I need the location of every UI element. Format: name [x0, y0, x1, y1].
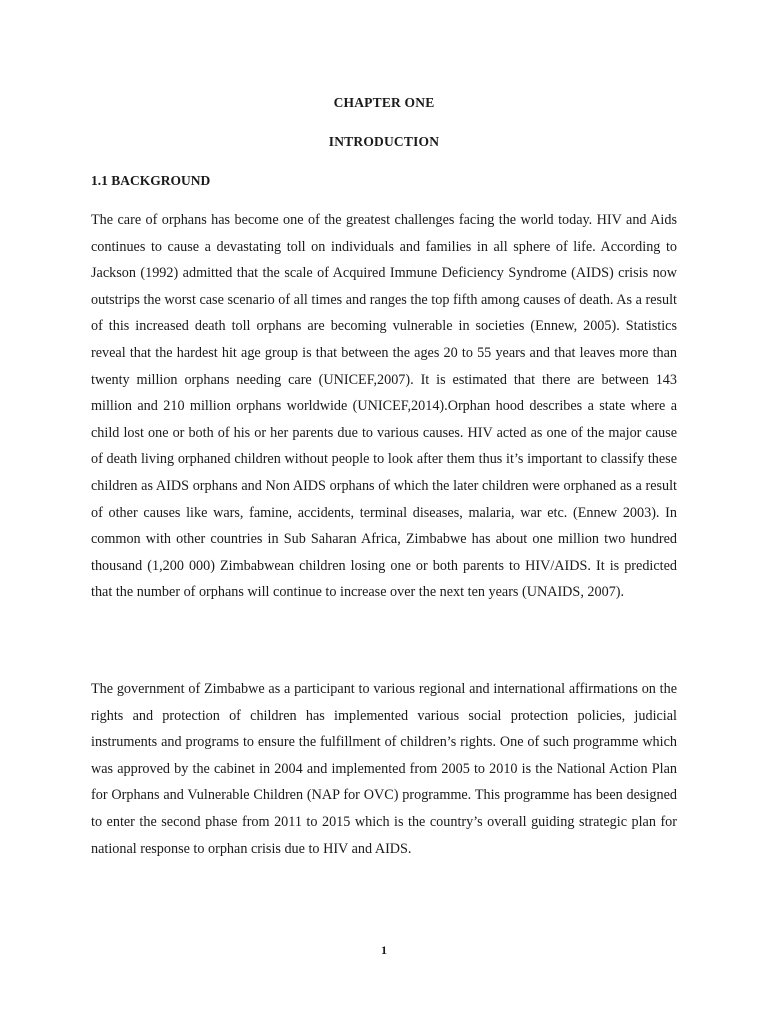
- body-paragraph-2: The government of Zimbabwe as a participant to various regional and international affirmations on the rights and protection of children has implemented various social protection policies, judicial instruments and programs to ensure the fulfillment of children’s rights. One of such programme which was approved by the cabinet in 2004 and implemented from 2005 to 2010 is the National Action Plan for Orphans and Vulnerable Children (NAP for OVC) programme. This programme has been designed to enter the second phase from 2011 to 2015 which is the country’s overall guiding strategic plan for national response to orphan crisis due to HIV and AIDS.: [91, 681, 677, 857]
- introduction-heading: INTRODUCTION: [328, 134, 440, 149]
- page-number: 1: [381, 943, 387, 957]
- section-heading-background: 1.1 BACKGROUND: [91, 173, 211, 188]
- chapter-heading: CHAPTER ONE: [333, 95, 435, 110]
- body-paragraph-1: The care of orphans has become one of the greatest challenges facing the world today. HIV and Aids continues to cause a devastating toll on individuals and families in all sphere of life. According to Jackson (1992) admitted that the scale of Acquired Immune Deficiency Syndrome (AIDS) crisis now outstrips the worst case scenario of all times and ranges the top fifth among causes of death. As a result of this increased death toll orphans are becoming vulnerable in societies (Ennew, 2005). Statistics reveal that the hardest hit age group is that between the ages 20 to 55 years and that leaves more than twenty million orphans needing care (UNICEF,2007). It is estimated that there are between 143 million and 210 million orphans worldwide (UNICEF,2014).Orphan hood describes a state where a child lost one or both of his or her parents due to various causes. HIV acted as one of the major cause of death living orphaned children without people to look after them thus it’s important to classify these children as AIDS orphans and Non AIDS orphans of which the later children were orphaned as a result of other causes like wars, famine, accidents, terminal diseases, malaria, war etc. (Ennew 2003). In common with other countries in Sub Saharan Africa, Zimbabwe has about one million two hundred thousand (1,200 000) Zimbabwean children losing one or both parents to HIV/AIDS. It is predicted that the number of orphans will continue to increase over the next ten years (UNAIDS, 2007).: [91, 212, 677, 601]
